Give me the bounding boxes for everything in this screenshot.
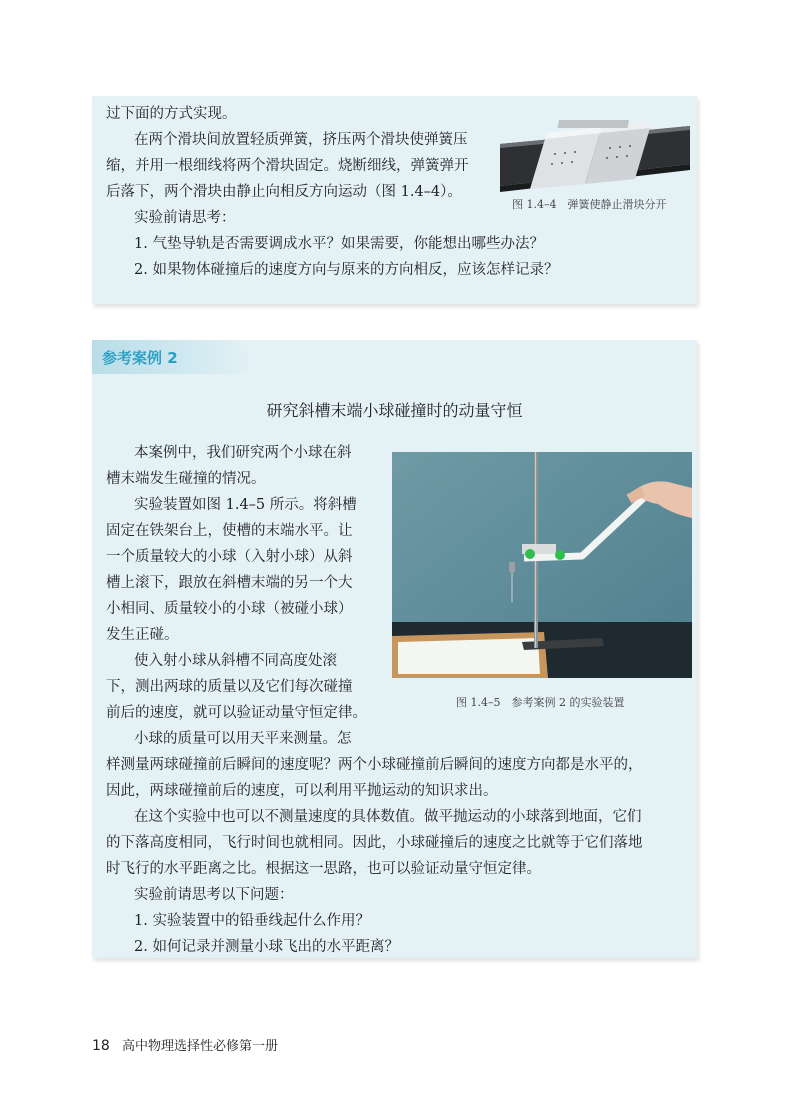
paragraph-line: 实验前请思考以下问题： [134,887,294,903]
paragraph-line: 实验前请思考： [134,210,236,226]
figure-caption: 图 1.4–4 弹簧使静止滑块分开 [512,198,667,211]
paragraph-line: 前后的速度，就可以验证动量守恒定律。 [106,705,367,721]
paragraph-line: 小球的质量可以用天平来测量。怎 [134,731,352,747]
paragraph-line: 槽末端发生碰撞的情况。 [106,471,266,487]
apparatus-photo [392,452,692,678]
page-footer [92,1035,278,1054]
paragraph-line: 下，测出两球的质量以及它们每次碰撞 [106,679,353,695]
book-title: 高中物理选择性必修第一册 [121,1039,278,1054]
section-panel-continued [92,96,697,304]
case-badge [92,340,252,374]
question-2: 2. 如果物体碰撞后的速度方向与原来的方向相反，应该怎样记录？ [134,262,559,278]
paragraph-line: 槽上滚下，跟放在斜槽末端的另一个大 [106,575,353,591]
paragraph-line: 在两个滑块间放置轻质弹簧，挤压两个滑块使弹簧压 [134,132,468,148]
paragraph-line: 小相同、质量较小的小球（被碰小球） [106,601,353,617]
paragraph-line: 后落下，两个滑块由静止向相反方向运动（图 1.4–4）。 [106,184,462,200]
paragraph-line: 因此，两球碰撞前后的速度，可以利用平抛运动的知识求出。 [106,783,498,799]
paragraph-line: 缩，并用一根细线将两个滑块固定。烧断细线，弹簧弹开 [106,158,469,174]
paragraph-line: 在这个实验中也可以不测量速度的具体数值。做平抛运动的小球落到地面，它们 [134,809,642,825]
figure-caption: 图 1.4–5 参考案例 2 的实验装置 [456,696,625,709]
question-2: 2. 如何记录并测量小球飞出的水平距离？ [134,939,399,955]
paragraph-line: 一个质量较大的小球（入射小球）从斜 [106,549,353,565]
case-title: 研究斜槽末端小球碰撞时的动量守恒 [266,401,523,420]
paragraph-line: 样测量两球碰撞前后瞬间的速度呢？两个小球碰撞前后瞬间的速度方向都是水平的， [106,757,643,773]
paragraph-line: 的下落高度相同，飞行时间也就相同。因此，小球碰撞后的速度之比就等于它们落地 [106,835,643,851]
paragraph-line: 过下面的方式实现。 [106,106,237,122]
paragraph-line: 本案例中，我们研究两个小球在斜 [134,445,352,461]
paragraph-line: 发生正碰。 [106,627,179,643]
paragraph-line: 实验装置如图 1.4–5 所示。将斜槽 [134,497,357,513]
case-badge-label: 参考案例 2 [102,349,178,367]
page-number: 18 [92,1038,110,1054]
reference-case-2-panel [92,340,697,958]
paragraph-line: 使入射小球从斜槽不同高度处滚 [134,653,337,669]
question-1: 1. 气垫导轨是否需要调成水平？如果需要，你能想出哪些办法？ [134,236,544,252]
paragraph-line: 时飞行的水平距离之比。根据这一思路，也可以验证动量守恒定律。 [106,861,541,877]
air-track-figure [500,114,690,192]
paragraph-line: 固定在铁架台上，使槽的末端水平。让 [106,523,353,539]
question-1: 1. 实验装置中的铅垂线起什么作用？ [134,913,370,929]
